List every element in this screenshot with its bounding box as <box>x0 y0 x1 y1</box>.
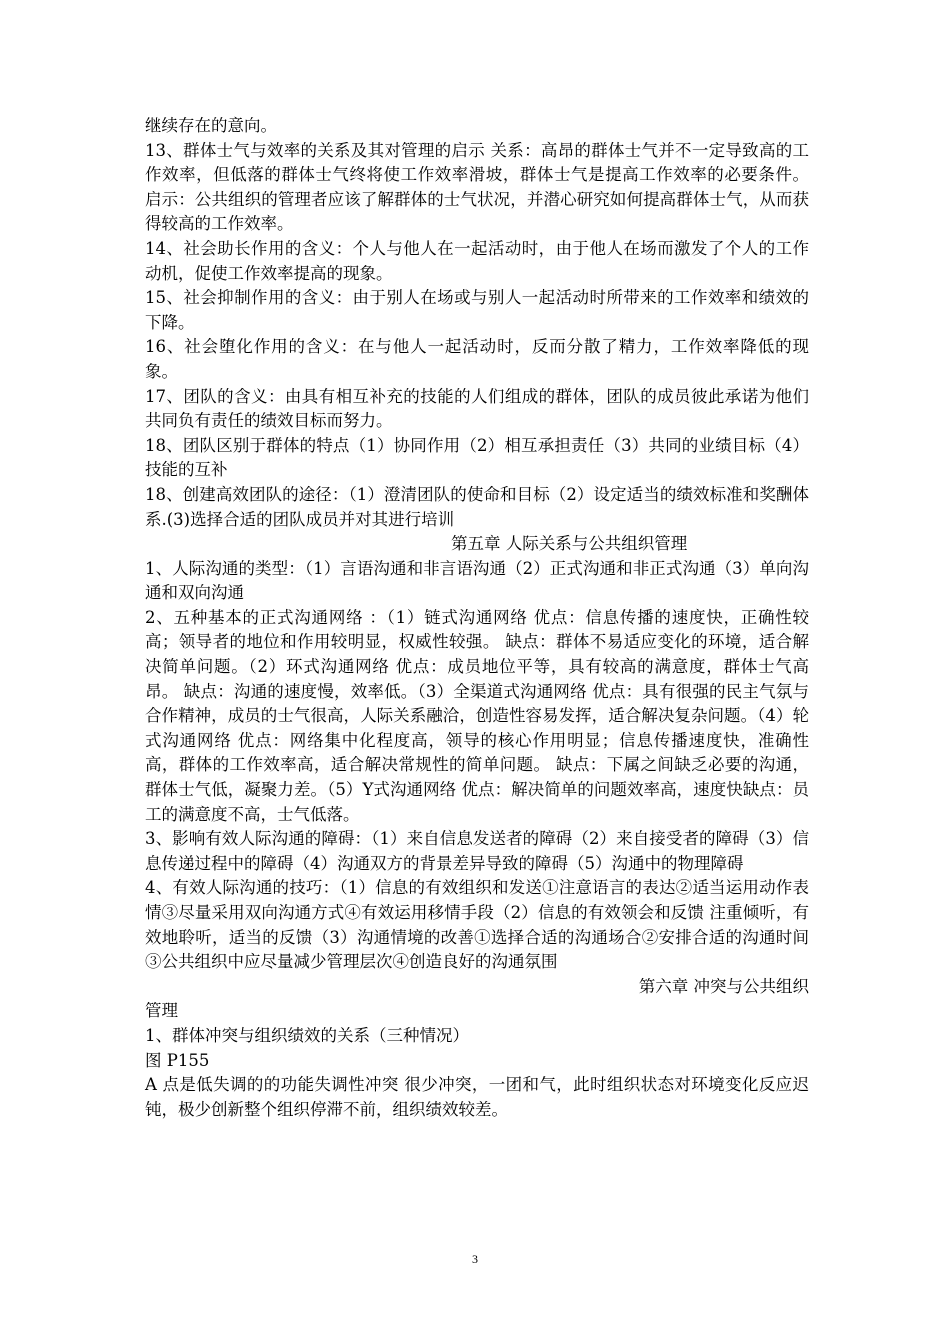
figure-reference: 图 P155 <box>145 1050 210 1070</box>
paragraph-ch6-1-conflict-performance: 1、群体冲突与组织绩效的关系（三种情况） <box>145 1025 469 1045</box>
chapter-5-title: 第五章 人际关系与公共组织管理 <box>451 534 688 554</box>
paragraph-ch6-point-a: A 点是低失调的的功能失调性冲突 很少冲突，一团和气，此时组织状态对环境变化反应迟钝，极少创新整个组织停滞不前，组织绩效较差。 <box>145 1075 809 1119</box>
paragraph-continuation: 继续存在的意向。 <box>145 116 277 135</box>
chapter-6-title: 第六章 冲突与公共组织 <box>638 976 809 996</box>
paragraph-14-social-facilitation: 14、社会助长作用的含义：个人与他人在一起活动时，由于他人在场而激发了个人的工作动机，促使工作效率提高的现象。 <box>145 238 809 283</box>
paragraph-18-team-features: 18、团队区别于群体的特点（1）协同作用（2）相互承担责任（3）共同的业绩目标（4）技能的互补 <box>145 435 809 480</box>
page-number: 3 <box>472 1252 478 1266</box>
paragraph-17-team-definition: 17、团队的含义：由具有相互补充的技能的人们组成的群体，团队的成员彼此承诺为他们共同负有责任的绩效目标而努力。 <box>145 386 809 431</box>
paragraph-ch5-1-communication-types: 1、人际沟通的类型：（1）言语沟通和非言语沟通（2）正式沟通和非正式沟通（3）单向沟通和双向沟通 <box>145 558 809 603</box>
paragraph-18-effective-team: 18、创建高效团队的途径：（1）澄清团队的使命和目标（2）设定适当的绩效标准和奖酬体系.(3)选择合适的团队成员并对其进行培训 <box>145 484 809 529</box>
paragraph-ch5-2-communication-networks: 2、五种基本的正式沟通网络 ：（1）链式沟通网络 优点：信息传播的速度快，正确性较高；领导者的地位和作用较明显，权威性较强。 缺点：群体不易适应变化的环境，适合解决简单问题。（2）环式沟通网络 优点：成员地位平等，具有较高的满意度，群体士气高昂。 缺点：沟通的速度慢，效率低。（3）全渠道式沟通网络 优点：具有很强的民主气氛与合作精神，成员的士气很高，人际关系融洽，创造性容易发挥，适合解决复杂问题。（4）轮式沟通网络 优点：网络集中化程度高，领导的核心作用明显；信息传播速度快，准确性高，群体的工作效率高，适合解决常规性的简单问题。 缺点：下属之间缺乏必要的沟通，群体士气低，凝聚力差。（5）Y式沟通网络 优点：解决简单的问题效率高，速度快缺点：员工的满意度不高，士气低落。 <box>145 607 809 824</box>
paragraph-16-social-loafing: 16、社会堕化作用的含义：在与他人一起活动时，反而分散了精力，工作效率降低的现象。 <box>145 337 809 381</box>
paragraph-13-morale-efficiency: 13、群体士气与效率的关系及其对管理的启示 关系：高昂的群体士气并不一定导致高的工作效率，但低落的群体士气终将使工作效率滑坡，群体士气是提高工作效率的必要条件。 启示：公共组织的管理者应该了解群体的士气状况，并潜心研究如何提高群体士气，从而获得较高的工作效率。 <box>145 140 809 234</box>
chapter-6-title-continued: 管理 <box>145 1001 178 1021</box>
paragraph-ch5-4-communication-skills: 4、有效人际沟通的技巧：（1）信息的有效组织和发送①注意语言的表达②适当运用动作表情③尽量采用双向沟通方式④有效运用移情手段（2）信息的有效领会和反馈 注重倾听，有效地聆听，适当的反馈（3）沟通情境的改善①选择合适的沟通场合②安排合适的沟通时间③公共组织中应尽量减少管理层次④创造良好的沟通氛围 <box>145 878 809 972</box>
document-page <box>145 114 809 1122</box>
paragraph-ch5-3-communication-barriers: 3、影响有效人际沟通的障碍：（1）来自信息发送者的障碍（2）来自接受者的障碍（3）信息传递过程中的障碍（4）沟通双方的背景差异导致的障碍（5）沟通中的物理障碍 <box>145 829 809 873</box>
paragraph-15-social-inhibition: 15、社会抑制作用的含义：由于别人在场或与别人一起活动时所带来的工作效率和绩效的下降。 <box>145 288 809 332</box>
